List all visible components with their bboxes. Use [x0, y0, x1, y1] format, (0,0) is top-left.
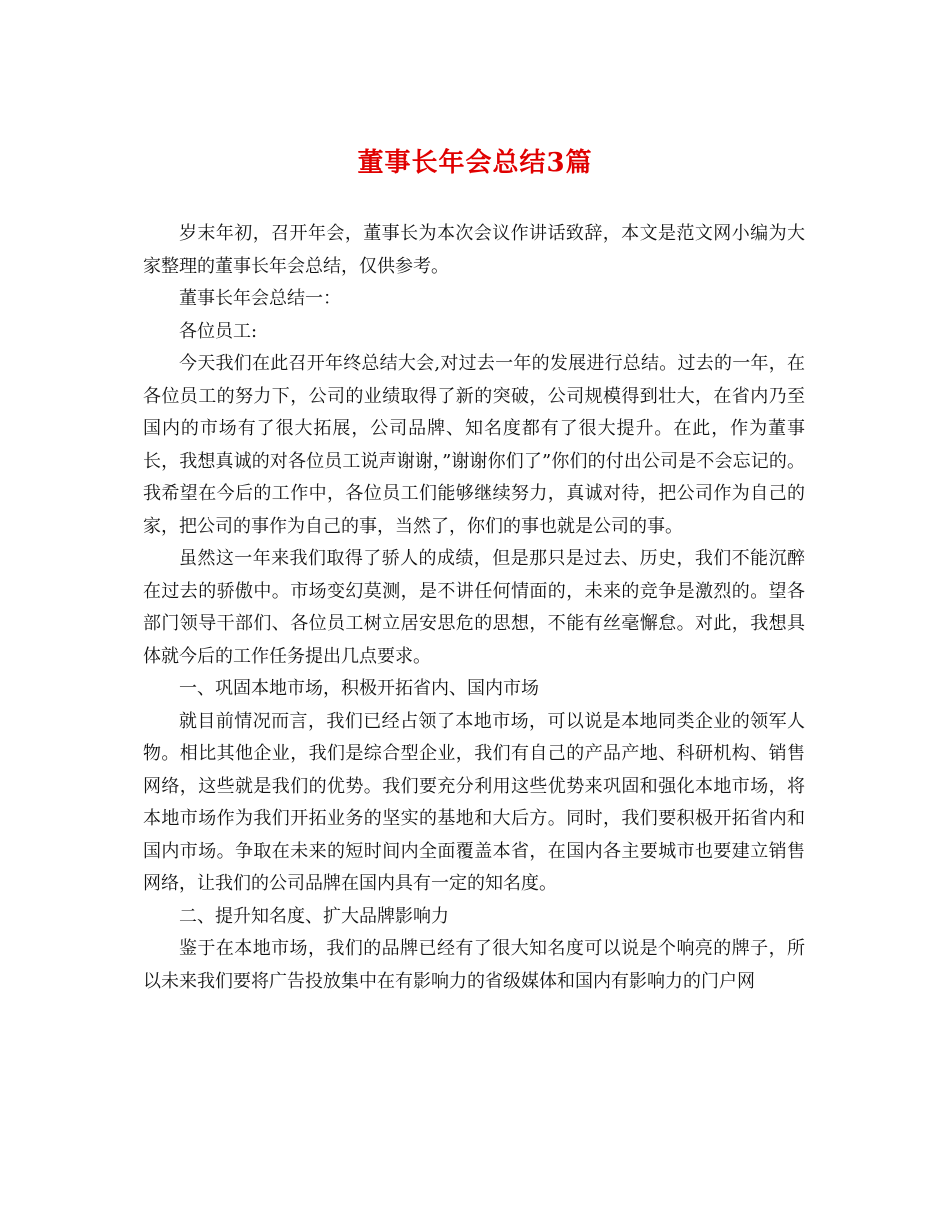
paragraph-point-heading: 一、巩固本地市场，积极开拓省内、国内市场 — [179, 678, 539, 699]
paragraph-intro: 岁末年初，召开年会，董事长为本次会议作讲话致辞，本文是范文网小编为大家整理的董事长年会总结，仅供参考。 — [143, 223, 805, 277]
paragraph-body: 今天我们在此召开年终总结大会,对过去一年的发展进行总结。过去的一年，在各位员工的努力下，公司的业绩取得了新的突破，公司规模得到壮大，在省内乃至国内的市场有了很大拓展，公司品牌、知名度都有了很大提升。在此，作为董事长，我想真诚的对各位员工说声谢谢，”谢谢你们了”你们的付出公司是不会忘记的。我希望在今后的工作中，各位员工们能够继续努力，真诚对待，把公司作为自己的家，把公司的事作为自己的事，当然了，你们的事也就是公司的事。 — [143, 353, 805, 537]
paragraph-point-heading: 二、提升知名度、扩大品牌影响力 — [179, 905, 449, 927]
document-body — [143, 218, 805, 998]
document-title: 董事长年会总结3篇 — [357, 148, 593, 178]
paragraph-salutation: 各位员工: — [179, 320, 258, 342]
paragraph-section-heading: 董事长年会总结一： — [179, 288, 341, 309]
paragraph-body: 虽然这一年来我们取得了骄人的成绩，但是那只是过去、历史，我们不能沉醉在过去的骄傲中。市场变幻莫测，是不讲任何情面的，未来的竞争是激烈的。望各部门领导干部们、各位员工树立居安思危的思想，不能有丝毫懈怠。对此，我想具体就今后的工作任务提出几点要求。 — [143, 548, 805, 667]
paragraph-body: 就目前情况而言，我们已经占领了本地市场，可以说是本地同类企业的领军人物。相比其他企业，我们是综合型企业，我们有自己的产品产地、科研机构、销售网络，这些就是我们的优势。我们要充分利用这些优势来巩固和强化本地市场，将本地市场作为我们开拓业务的坚实的基地和大后方。同时，我们要积极开拓省内和国内市场。争取在未来的短时间内全面覆盖本省，在国内各主要城市也要建立销售网络，让我们的公司品牌在国内具有一定的知名度。 — [143, 710, 805, 894]
paragraph-body: 鉴于在本地市场，我们的品牌已经有了很大知名度可以说是个响亮的牌子，所以未来我们要将广告投放集中在有影响力的省级媒体和国内有影响力的门户网 — [143, 938, 805, 992]
